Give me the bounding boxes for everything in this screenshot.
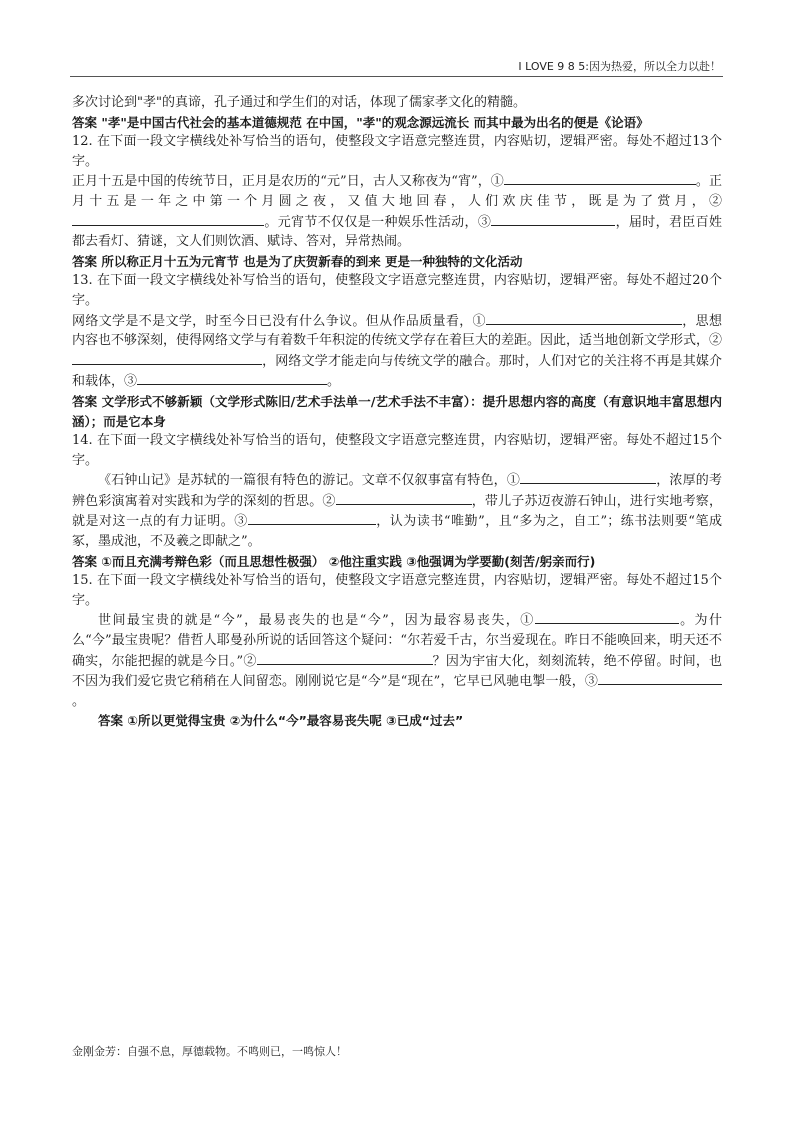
question-12-prompt: 12. 在下面一段文字横线处补写恰当的语句，使整段文字语意完整连贯，内容贴切，逻辑严密。每处不超过13个字。 [72,134,722,169]
question-12-passage [72,171,722,251]
q14-blank-2 [336,491,472,505]
q15-blank-1 [535,610,679,624]
page-footer: 金刚金芳：自强不息，厚德载物。不鸣则已，一鸣惊人！ [72,1045,347,1058]
q13-blank-2 [72,351,262,365]
document-body [72,93,722,731]
question-15-prompt: 15. 在下面一段文字横线处补写恰当的语句，使整段文字语意完整连贯，内容贴切，逻辑严密。每处不超过15个字。 [72,573,722,608]
q15-text-2: 。为什么“今”最宝贵呢？借哲人耶曼孙所说的话回答这个疑问：“尔若爱千古，尔当爱现在。昨日不能唤回来，明天还不确实，尔能把握的就是今日。”② [72,613,722,669]
q15-text-3: ？因为宇宙大化，刻刻流转，绝不停留。时间，也不因为我们爱它贵它稍稍在人间留恋。刚刚说它是“今”是“现在”，它早已风驰电掣一般，③ [72,653,722,690]
q13-text-4: 。 [327,374,341,390]
answer-12: 答案 所以称正月十五为元宵节 也是为了庆贺新春的到来 更是一种独特的文化活动 [72,253,523,269]
header-divider [70,76,723,77]
q12-blank-2 [72,212,264,226]
q12-text-3: 。元宵节不仅仅是一种娱乐性活动，③ [264,214,492,230]
q14-text-1: 《石钟山记》是苏轼的一篇很有特色的游记。文章不仅叙事富有特色，① [98,473,521,489]
q12-blank-3 [491,212,615,226]
q13-blank-3 [137,371,327,385]
intro-text: 多次讨论到"孝"的真谛，孔子通过和学生们的对话，体现了儒家孝文化的精髓。 [72,95,526,110]
q14-text-2: ，浓厚的考辨色彩演寓着对实践和为学的深刻的哲思。② [72,473,722,509]
q13-text-2: ，思想内容也不够深刻，使得网络文学与有着数千年积淀的传统文学存在着巨大的差距。因此，适当地创新文学形式，② [72,313,723,349]
answer-11: 答案 "孝"是中国古代社会的基本道德规范 在中国，"孝"的观念源远流长 而其中最为出名的便是《论语》 [72,114,649,130]
answer-13: 答案 文学形式不够新颖（文学形式陈旧/艺术手法单一/艺术手法不丰富）：提升思想内容的高度（有意识地丰富思想内涵）；而是它本身 [72,393,722,429]
q15-blank-3 [598,671,722,685]
q13-blank-1 [486,311,682,325]
q14-blank-3 [248,511,376,525]
q14-text-4: ，认为读书“唯勤”，且“多为之，自工”；练书法则要“笔成冢，墨成池，不及羲之即献之”。 [72,514,722,550]
q12-text-4: ，届时，君臣百姓都去看灯、猜谜，文人们则饮酒、赋诗、答对，异常热闹。 [72,214,722,250]
q12-text-1: 正月十五是中国的传统节日，正月是农历的“元”日，古人又称夜为“宵”，① [72,174,504,190]
answer-15: 答案 ①所以更觉得宝贵 ②为什么“今”最容易丧失呢 ③已成“过去” [98,713,464,729]
q12-blank-1 [504,171,696,185]
q14-text-3: ，带儿子苏迈夜游石钟山，进行实地考察，就是对这一点的有力证明。③ [72,493,722,530]
q12-text-2: 。正月十五是一年之中第一个月圆之夜，又值大地回春，人们欢庆佳节，既是为了赏月，② [72,174,722,209]
page-header: I LOVE 9 8 5:因为热爱，所以全力以赴！ [518,60,721,73]
question-14-prompt: 14. 在下面一段文字横线处补写恰当的语句，使整段文字语意完整连贯，内容贴切，逻辑严密。每处不超过15个字。 [72,433,722,468]
question-15-passage [72,610,722,711]
q14-blank-1 [520,470,656,484]
question-13-passage [72,311,722,392]
q13-text-3: ，网络文学才能走向与传统文学的融合。那时，人们对它的关注将不再是其媒介和载体，③ [72,353,722,390]
question-14-passage [72,470,722,551]
q15-text-1: 世间最宝贵的就是“今”，最易丧失的也是“今”，因为最容易丧失，① [98,613,535,629]
question-13-prompt: 13. 在下面一段文字横线处补写恰当的语句，使整段文字语意完整连贯，内容贴切，逻辑严密。每处不超过20个字。 [72,273,722,308]
q15-text-4: 。 [72,693,86,709]
answer-14: 答案 ①而且充满考辩色彩（而且思想性极强） ②他注重实践 ③他强调为学要勤(刻苦/躬亲而行) [72,553,596,569]
q13-text-1: 网络文学是不是文学，时至今日已没有什么争议。但从作品质量看，① [72,313,486,329]
q15-blank-2 [257,651,433,665]
